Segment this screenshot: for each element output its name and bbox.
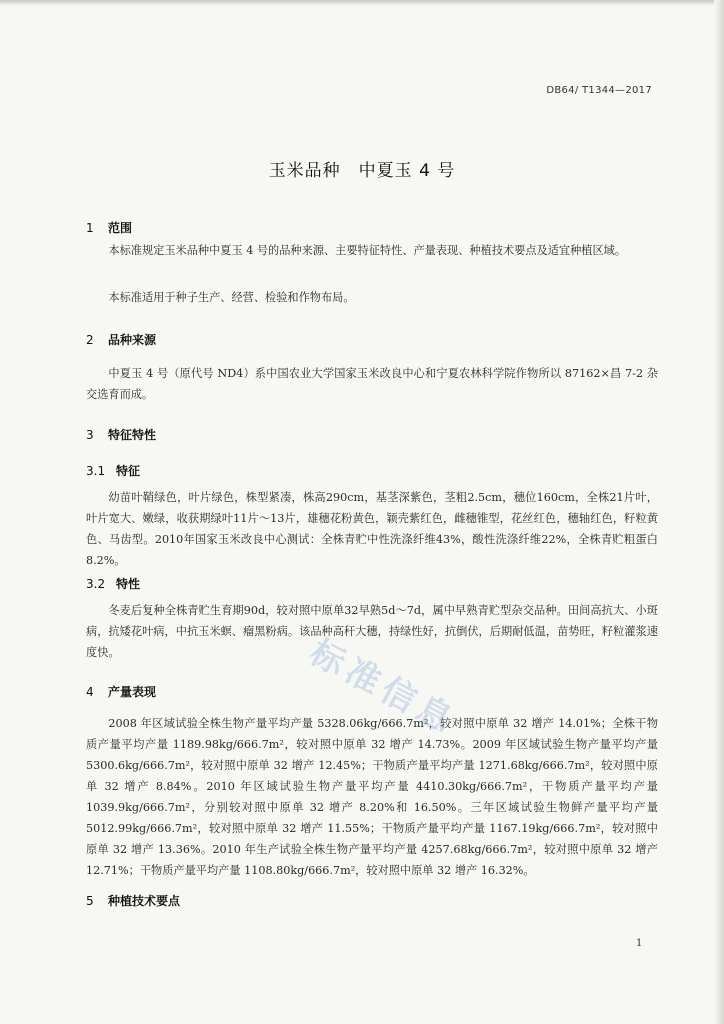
page-number: 1 [636, 938, 643, 949]
paragraph-scope-2: 本标准适用于种子生产、经营、检验和作物布局。 [108, 291, 355, 304]
section-heading-3-2 [86, 575, 140, 592]
section-title: 特征 [116, 464, 141, 478]
scan-right-edge [714, 0, 724, 1024]
section-title: 产量表现 [108, 685, 157, 699]
section-number: 4 [86, 685, 94, 699]
section-title: 特性 [116, 577, 141, 591]
watermark: 标准信息 [303, 632, 464, 743]
paragraph-yield: 2008 年区域试验全株生物产量平均产量 5328.06kg/666.7m²，较对照中原单 32 增产 14.01%；全株干物质产量平均产量 1189.98kg/666.7m²，较对照中原单 32 增产 14.73%。2009 年区域试验生物产量平均产量 5300.6kg/666.7m²，较对照中原单 32 增产 12.45%；干物质产量平均产量 1271.68kg/666.7m²，较对照中原单 32 增产 8.84%。2010 年区域试验生物产量平均产量 4410.30kg/666.7m²，干物质产量平均产量 1039.9kg/666.7m²，分别较对照中原单 32 增产 8.20%和 16.50%。三年区域试验生物鲜产量平均产量 5012.99kg/666.7m²，较对照中原单 32 增产 11.55%；干物质产量平均产量 1167.19kg/666.7m²，较对照中原单 32 增产 13.36%。2010 年生产试验全株生物产量平均产量 4257.68kg/666.7m²，较对照中原单 32 增产 12.71%；干物质产量平均产量 1108.80kg/666.7m²，较对照中原单 32 增产 16.32%。 [86, 717, 658, 877]
section-heading-3-1 [86, 462, 140, 479]
section-number: 3.2 [86, 577, 106, 591]
paragraph-scope-1: 本标准规定玉米品种中夏玉 4 号的品种来源、主要特征特性、产量表现、种植技术要点及适宜种植区域。 [108, 244, 627, 257]
section-heading-1 [86, 219, 132, 236]
section-title: 范围 [108, 221, 133, 235]
section-number: 1 [86, 221, 94, 235]
section-number: 5 [86, 894, 94, 908]
section-heading-3 [86, 426, 156, 443]
section-heading-5 [86, 892, 180, 909]
section-heading-2 [86, 331, 156, 348]
scan-top-edge [0, 0, 724, 6]
section-title: 种植技术要点 [108, 894, 181, 908]
document-code: DB64/ T1344—2017 [546, 85, 652, 96]
section-heading-4 [86, 683, 156, 700]
paragraph-traits: 冬麦后复种全株青贮生育期90d，较对照中原单32早熟5d～7d，属中早熟青贮型杂交品种。田间高抗大、小斑病，抗矮花叶病，中抗玉米螟、瘤黑粉病。该品种高秆大穗，持绿性好，抗倒伏，后期耐低温，苗势旺，籽粒灌浆速度快。 [86, 604, 658, 659]
section-number: 3 [86, 428, 94, 442]
document-title: 玉米品种 中夏玉 4 号 [268, 161, 456, 181]
section-number: 3.1 [86, 464, 106, 478]
paragraph-features: 幼苗叶鞘绿色，叶片绿色，株型紧凑，株高290cm，基茎深紫色，茎粗2.5cm，穗位160cm，全株21片叶，叶片宽大、嫩绿，收获期绿叶11片～13片，雄穗花粉黄色，颖壳紫红色，雌穗锥型，花丝红色，穗轴红色，籽粒黄色、马齿型。2010年国家玉米改良中心测试：全株青贮中性洗涤纤维43%，酸性洗涤纤维22%，全株青贮粗蛋白8.2%。 [86, 491, 658, 567]
section-number: 2 [86, 333, 94, 347]
section-title: 特征特性 [108, 428, 157, 442]
section-title: 品种来源 [108, 333, 157, 347]
paragraph-origin: 中夏玉 4 号（原代号 ND4）系中国农业大学国家玉米改良中心和宁夏农林科学院作物所以 87162×昌 7-2 杂交选育而成。 [86, 367, 658, 401]
